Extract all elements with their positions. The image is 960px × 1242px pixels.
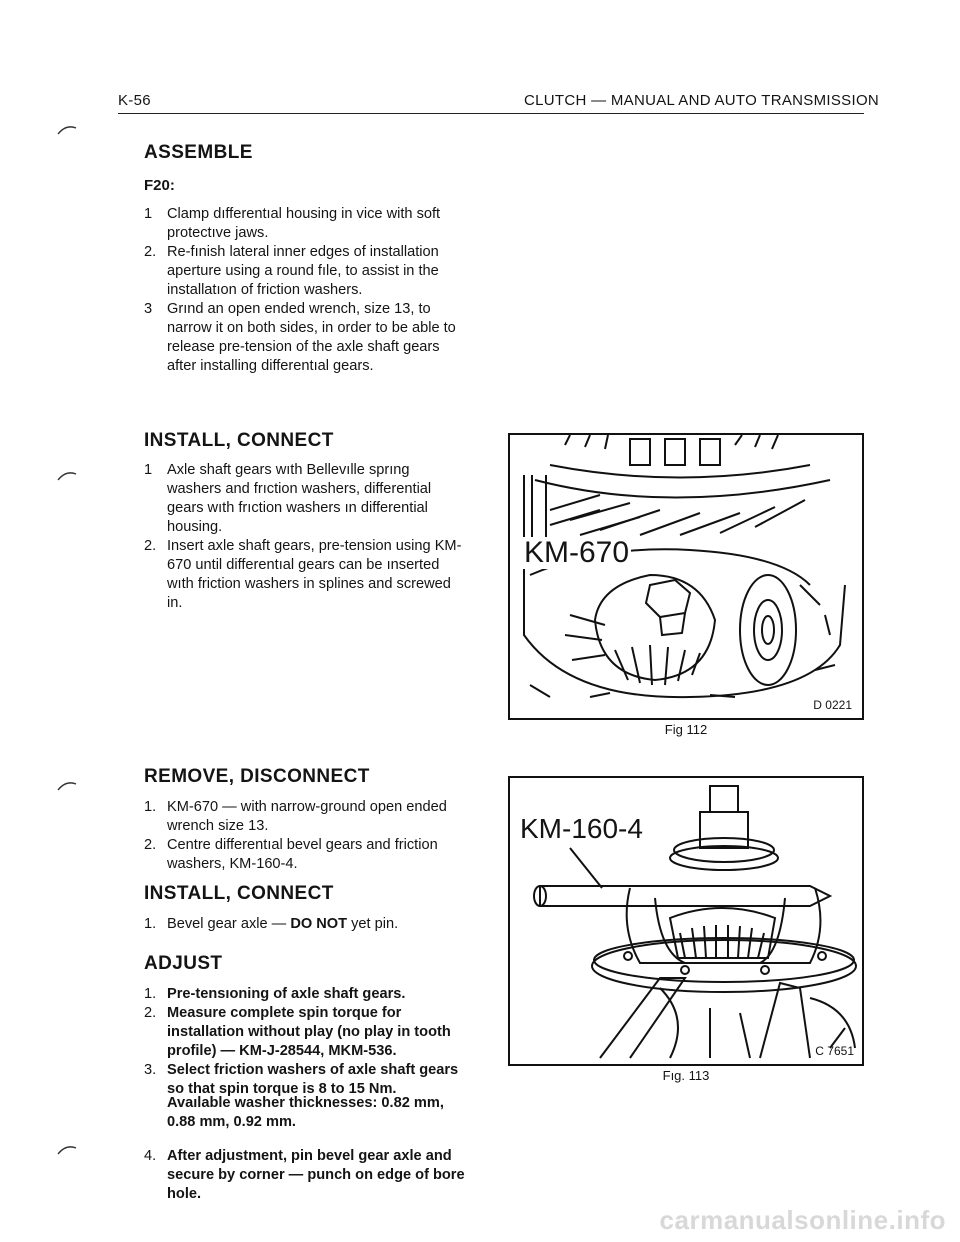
- adjust-steps: [144, 985, 474, 1099]
- page-number: K-56: [118, 92, 151, 109]
- install-connect-heading-2: INSTALL, CONNECT: [144, 883, 334, 904]
- install-connect-steps: [144, 461, 464, 613]
- remove-disconnect-steps: [144, 798, 464, 874]
- list-item: 2. Measure complete spin torque for installation without play (no play in tooth profile) — KM-J-28544, MKM-536.: [144, 1005, 451, 1059]
- assemble-heading: ASSEMBLE: [144, 142, 253, 163]
- margin-mark: [56, 122, 80, 138]
- watermark: carmanualsonline.info: [659, 1205, 946, 1235]
- differential-illustration: [510, 435, 862, 718]
- list-item: 1. KM-670 — with narrow-ground open ended wrench size 13.: [144, 799, 447, 834]
- figure-ref: D 0221: [813, 698, 852, 712]
- figure-ref: C 7651: [815, 1044, 854, 1058]
- tool-label-km160: KM-160-4: [520, 813, 643, 844]
- adjust-step-4: [144, 1147, 474, 1204]
- assemble-steps: [144, 205, 464, 376]
- washer-note: Avaılable washer thicknesses: 0.82 mm, 0.88 mm, 0.92 mm.: [167, 1095, 444, 1130]
- list-item: 1 Axle shaft gears wıth Bellevılle sprıng washers and frıction washers, differential gears wıth frıction washers ın differential housing.: [144, 462, 432, 535]
- install-connect-heading: INSTALL, CONNECT: [144, 430, 334, 451]
- remove-disconnect-heading: REMOVE, DISCONNECT: [144, 766, 370, 787]
- list-item: 2. Centre differentıal bevel gears and friction washers, KM-160-4.: [144, 837, 438, 872]
- list-item: 1. Pre-tensıoning of axle shaft gears.: [144, 986, 406, 1002]
- list-item: 1 Clamp dıfferentıal housing in vice with soft protectıve jaws.: [144, 206, 441, 241]
- figure-caption: Fıg. 113: [662, 1068, 710, 1083]
- margin-mark: [56, 468, 80, 484]
- list-item: 3 Grınd an open ended wrench, size 13, to narrow it on both sides, in order to be able to release pre-tension of the axle shaft gears after installing differentıal gears.: [144, 301, 456, 374]
- tool-label-km670: KM-670: [524, 536, 630, 569]
- adjust-heading: ADJUST: [144, 953, 223, 974]
- section-title: CLUTCH — MANUAL AND AUTO TRANSMISSION: [524, 92, 880, 109]
- list-item: 4. After adjustment, pin bevel gear axle and secure by corner — punch on edge of bore hole.: [144, 1148, 465, 1202]
- figure-112: [508, 433, 864, 720]
- list-item: 3. Select friction washers of axle shaft gears so that spin torque is 8 to 15 Nm.: [144, 1062, 459, 1097]
- list-item: 1. Bevel gear axle — DO NOT yet pin.: [144, 916, 399, 932]
- list-item: 2. Re-fınish lateral inner edges of installation aperture using a round fıle, to assist in the installatıon of friction washers.: [144, 244, 439, 298]
- figure-113: [508, 776, 864, 1066]
- figure-caption: Fig 112: [664, 722, 708, 737]
- margin-mark: [56, 778, 80, 794]
- assemble-subheading: F20:: [144, 177, 175, 194]
- install-connect-2-steps: [144, 915, 464, 934]
- header-rule: [118, 113, 864, 114]
- margin-mark: [56, 1142, 80, 1158]
- list-item: 2. Insert axle shaft gears, pre-tension using KM-670 until differentıal gears can be ınserted wıth friction washers in splines and screwed in.: [144, 538, 462, 611]
